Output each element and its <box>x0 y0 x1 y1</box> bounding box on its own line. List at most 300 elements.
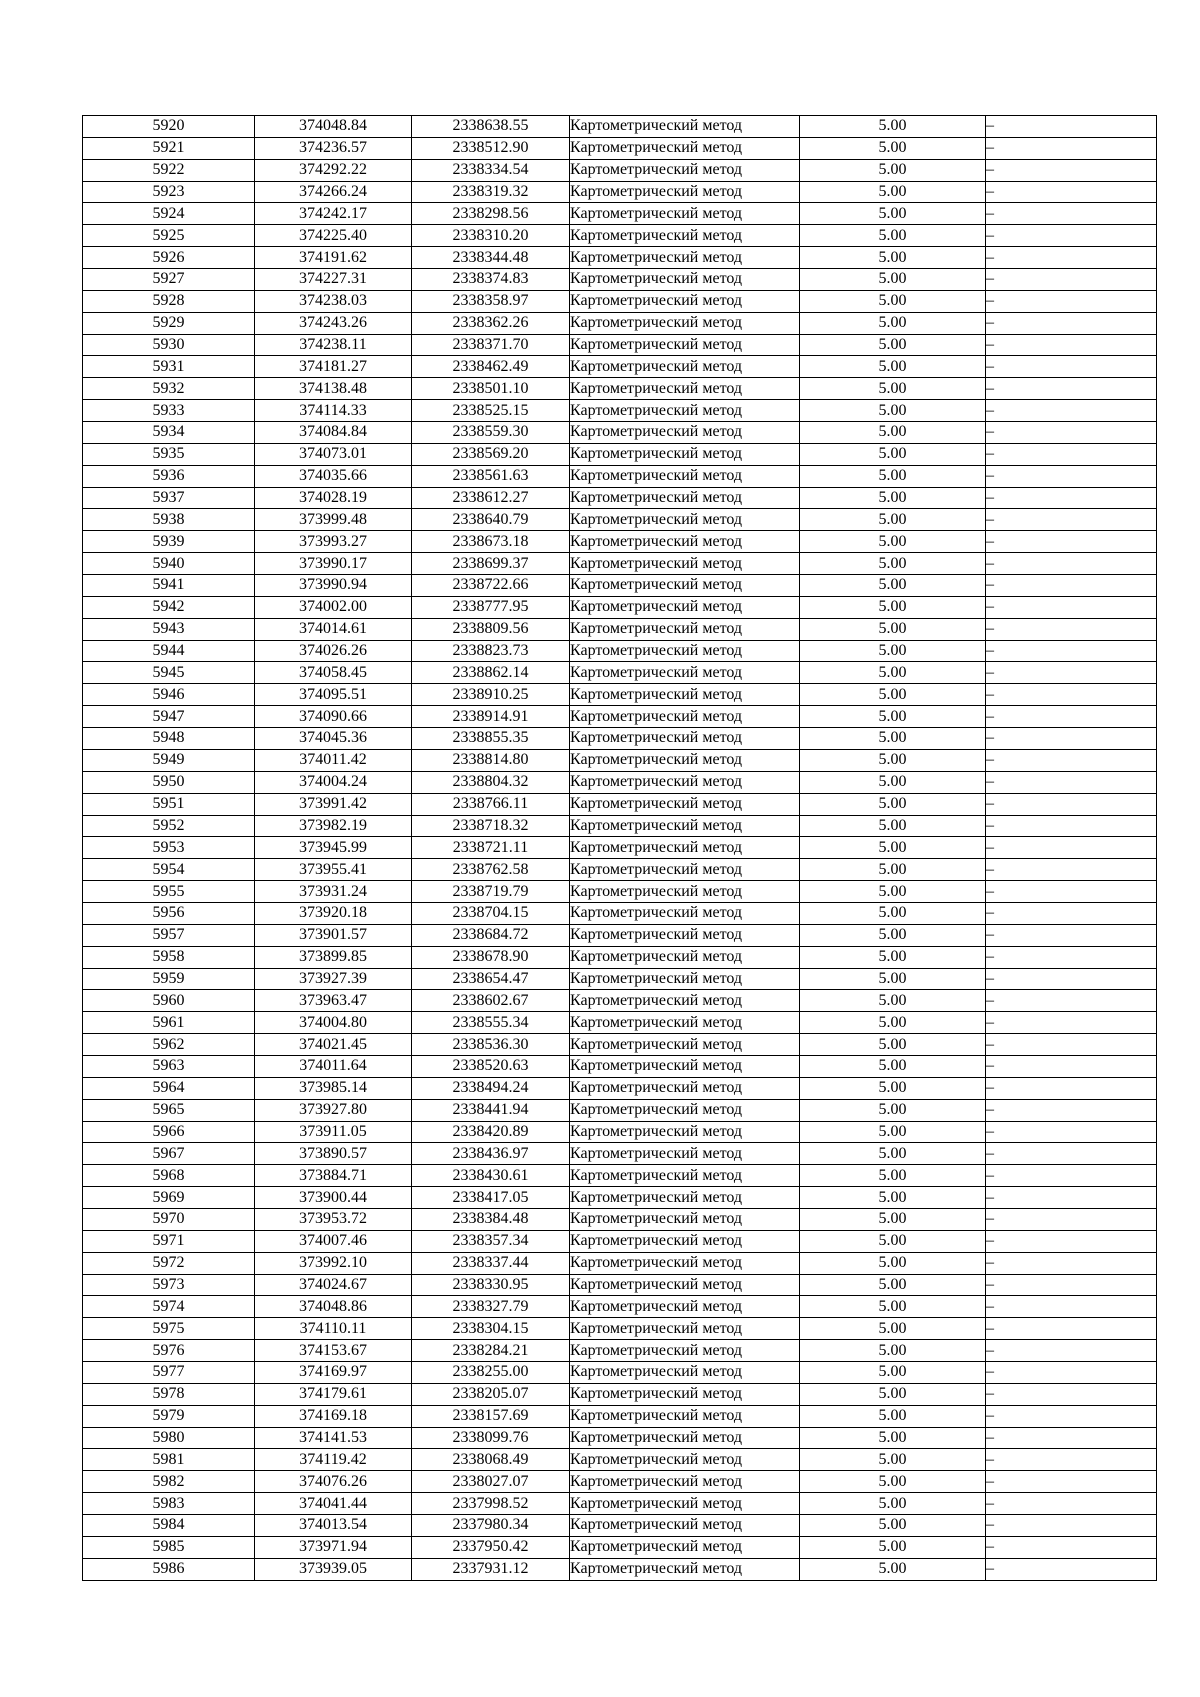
y-coordinate-cell: 2338298.56 <box>412 203 570 225</box>
x-coordinate-cell: 374004.24 <box>255 771 412 793</box>
precision-cell: 5.00 <box>800 1274 986 1296</box>
precision-cell: 5.00 <box>800 1340 986 1362</box>
y-coordinate-cell: 2338718.32 <box>412 815 570 837</box>
method-cell: Картометрический метод <box>570 1121 800 1143</box>
table-row <box>83 1252 1157 1274</box>
method-cell: Картометрический метод <box>570 881 800 903</box>
description-cell: – <box>986 728 1157 750</box>
point-number-cell: 5979 <box>83 1405 255 1427</box>
method-cell: Картометрический метод <box>570 1077 800 1099</box>
description-cell: – <box>986 378 1157 400</box>
point-number-cell: 5930 <box>83 334 255 356</box>
table-row <box>83 137 1157 159</box>
table-row <box>83 487 1157 509</box>
table-row <box>83 662 1157 684</box>
point-number-cell: 5984 <box>83 1515 255 1537</box>
precision-cell: 5.00 <box>800 793 986 815</box>
table-row <box>83 1471 1157 1493</box>
description-cell: – <box>986 203 1157 225</box>
precision-cell: 5.00 <box>800 859 986 881</box>
precision-cell: 5.00 <box>800 1405 986 1427</box>
x-coordinate-cell: 373985.14 <box>255 1077 412 1099</box>
precision-cell: 5.00 <box>800 247 986 269</box>
description-cell: – <box>986 400 1157 422</box>
description-cell: – <box>986 1252 1157 1274</box>
method-cell: Картометрический метод <box>570 531 800 553</box>
table-row <box>83 225 1157 247</box>
description-cell: – <box>986 1121 1157 1143</box>
x-coordinate-cell: 374179.61 <box>255 1383 412 1405</box>
x-coordinate-cell: 374236.57 <box>255 137 412 159</box>
x-coordinate-cell: 374242.17 <box>255 203 412 225</box>
method-cell: Картометрический метод <box>570 1208 800 1230</box>
method-cell: Картометрический метод <box>570 356 800 378</box>
point-number-cell: 5933 <box>83 400 255 422</box>
description-cell: – <box>986 1055 1157 1077</box>
description-cell: – <box>986 640 1157 662</box>
point-number-cell: 5949 <box>83 749 255 771</box>
method-cell: Картометрический метод <box>570 924 800 946</box>
precision-cell: 5.00 <box>800 1449 986 1471</box>
point-number-cell: 5961 <box>83 1012 255 1034</box>
description-cell: – <box>986 596 1157 618</box>
method-cell: Картометрический метод <box>570 247 800 269</box>
precision-cell: 5.00 <box>800 771 986 793</box>
y-coordinate-cell: 2338462.49 <box>412 356 570 378</box>
y-coordinate-cell: 2337980.34 <box>412 1515 570 1537</box>
point-number-cell: 5929 <box>83 312 255 334</box>
y-coordinate-cell: 2337931.12 <box>412 1558 570 1580</box>
method-cell: Картометрический метод <box>570 1230 800 1252</box>
table-row <box>83 1558 1157 1580</box>
table-row <box>83 1143 1157 1165</box>
method-cell: Картометрический метод <box>570 640 800 662</box>
method-cell: Картометрический метод <box>570 290 800 312</box>
y-coordinate-cell: 2338684.72 <box>412 924 570 946</box>
x-coordinate-cell: 374026.26 <box>255 640 412 662</box>
point-number-cell: 5985 <box>83 1536 255 1558</box>
y-coordinate-cell: 2338777.95 <box>412 596 570 618</box>
table-row <box>83 312 1157 334</box>
table-row <box>83 1077 1157 1099</box>
description-cell: – <box>986 815 1157 837</box>
precision-cell: 5.00 <box>800 1471 986 1493</box>
x-coordinate-cell: 373900.44 <box>255 1187 412 1209</box>
method-cell: Картометрический метод <box>570 815 800 837</box>
table-row <box>83 531 1157 553</box>
precision-cell: 5.00 <box>800 1208 986 1230</box>
method-cell: Картометрический метод <box>570 443 800 465</box>
point-number-cell: 5971 <box>83 1230 255 1252</box>
x-coordinate-cell: 374014.61 <box>255 618 412 640</box>
description-cell: – <box>986 1383 1157 1405</box>
point-number-cell: 5970 <box>83 1208 255 1230</box>
table-row <box>83 1405 1157 1427</box>
precision-cell: 5.00 <box>800 1230 986 1252</box>
x-coordinate-cell: 374238.03 <box>255 290 412 312</box>
x-coordinate-cell: 373920.18 <box>255 902 412 924</box>
x-coordinate-cell: 374266.24 <box>255 181 412 203</box>
x-coordinate-cell: 374181.27 <box>255 356 412 378</box>
method-cell: Картометрический метод <box>570 312 800 334</box>
precision-cell: 5.00 <box>800 509 986 531</box>
y-coordinate-cell: 2338501.10 <box>412 378 570 400</box>
method-cell: Картометрический метод <box>570 1383 800 1405</box>
x-coordinate-cell: 374045.36 <box>255 728 412 750</box>
y-coordinate-cell: 2338654.47 <box>412 968 570 990</box>
y-coordinate-cell: 2338569.20 <box>412 443 570 465</box>
y-coordinate-cell: 2338673.18 <box>412 531 570 553</box>
precision-cell: 5.00 <box>800 815 986 837</box>
x-coordinate-cell: 374225.40 <box>255 225 412 247</box>
point-number-cell: 5948 <box>83 728 255 750</box>
table-row <box>83 1427 1157 1449</box>
x-coordinate-cell: 374035.66 <box>255 465 412 487</box>
x-coordinate-cell: 374084.84 <box>255 422 412 444</box>
precision-cell: 5.00 <box>800 1121 986 1143</box>
method-cell: Картометрический метод <box>570 771 800 793</box>
point-number-cell: 5945 <box>83 662 255 684</box>
method-cell: Картометрический метод <box>570 1143 800 1165</box>
description-cell: – <box>986 1143 1157 1165</box>
y-coordinate-cell: 2338310.20 <box>412 225 570 247</box>
table-row <box>83 400 1157 422</box>
precision-cell: 5.00 <box>800 422 986 444</box>
y-coordinate-cell: 2338910.25 <box>412 684 570 706</box>
y-coordinate-cell: 2338561.63 <box>412 465 570 487</box>
x-coordinate-cell: 373991.42 <box>255 793 412 815</box>
description-cell: – <box>986 443 1157 465</box>
description-cell: – <box>986 356 1157 378</box>
method-cell: Картометрический метод <box>570 159 800 181</box>
precision-cell: 5.00 <box>800 181 986 203</box>
table-row <box>83 837 1157 859</box>
x-coordinate-cell: 373899.85 <box>255 946 412 968</box>
x-coordinate-cell: 373990.17 <box>255 553 412 575</box>
description-cell: – <box>986 837 1157 859</box>
y-coordinate-cell: 2338374.83 <box>412 269 570 291</box>
description-cell: – <box>986 1318 1157 1340</box>
description-cell: – <box>986 465 1157 487</box>
precision-cell: 5.00 <box>800 1252 986 1274</box>
y-coordinate-cell: 2338804.32 <box>412 771 570 793</box>
x-coordinate-cell: 373982.19 <box>255 815 412 837</box>
y-coordinate-cell: 2338344.48 <box>412 247 570 269</box>
table-row <box>83 1383 1157 1405</box>
description-cell: – <box>986 159 1157 181</box>
point-number-cell: 5957 <box>83 924 255 946</box>
method-cell: Картометрический метод <box>570 1471 800 1493</box>
x-coordinate-cell: 374021.45 <box>255 1034 412 1056</box>
precision-cell: 5.00 <box>800 553 986 575</box>
table-row <box>83 902 1157 924</box>
precision-cell: 5.00 <box>800 1143 986 1165</box>
x-coordinate-cell: 373999.48 <box>255 509 412 531</box>
description-cell: – <box>986 924 1157 946</box>
method-cell: Картометрический метод <box>570 749 800 771</box>
table-row <box>83 640 1157 662</box>
x-coordinate-cell: 373993.27 <box>255 531 412 553</box>
description-cell: – <box>986 771 1157 793</box>
y-coordinate-cell: 2338862.14 <box>412 662 570 684</box>
point-number-cell: 5980 <box>83 1427 255 1449</box>
precision-cell: 5.00 <box>800 706 986 728</box>
description-cell: – <box>986 575 1157 597</box>
x-coordinate-cell: 373971.94 <box>255 1536 412 1558</box>
method-cell: Картометрический метод <box>570 728 800 750</box>
precision-cell: 5.00 <box>800 531 986 553</box>
y-coordinate-cell: 2338417.05 <box>412 1187 570 1209</box>
y-coordinate-cell: 2338420.89 <box>412 1121 570 1143</box>
description-cell: – <box>986 1361 1157 1383</box>
x-coordinate-cell: 374048.86 <box>255 1296 412 1318</box>
table-row <box>83 1055 1157 1077</box>
description-cell: – <box>986 1493 1157 1515</box>
x-coordinate-cell: 374238.11 <box>255 334 412 356</box>
point-number-cell: 5938 <box>83 509 255 531</box>
method-cell: Картометрический метод <box>570 859 800 881</box>
point-number-cell: 5963 <box>83 1055 255 1077</box>
point-number-cell: 5946 <box>83 684 255 706</box>
point-number-cell: 5958 <box>83 946 255 968</box>
y-coordinate-cell: 2338494.24 <box>412 1077 570 1099</box>
y-coordinate-cell: 2338914.91 <box>412 706 570 728</box>
y-coordinate-cell: 2338068.49 <box>412 1449 570 1471</box>
point-number-cell: 5976 <box>83 1340 255 1362</box>
method-cell: Картометрический метод <box>570 1536 800 1558</box>
table-row <box>83 881 1157 903</box>
point-number-cell: 5962 <box>83 1034 255 1056</box>
y-coordinate-cell: 2338099.76 <box>412 1427 570 1449</box>
table-row <box>83 422 1157 444</box>
precision-cell: 5.00 <box>800 203 986 225</box>
table-row <box>83 793 1157 815</box>
method-cell: Картометрический метод <box>570 662 800 684</box>
method-cell: Картометрический метод <box>570 1318 800 1340</box>
point-number-cell: 5968 <box>83 1165 255 1187</box>
precision-cell: 5.00 <box>800 290 986 312</box>
x-coordinate-cell: 373931.24 <box>255 881 412 903</box>
table-row <box>83 1515 1157 1537</box>
description-cell: – <box>986 793 1157 815</box>
method-cell: Картометрический метод <box>570 487 800 509</box>
x-coordinate-cell: 374095.51 <box>255 684 412 706</box>
description-cell: – <box>986 181 1157 203</box>
x-coordinate-cell: 373884.71 <box>255 1165 412 1187</box>
x-coordinate-cell: 374138.48 <box>255 378 412 400</box>
precision-cell: 5.00 <box>800 728 986 750</box>
method-cell: Картометрический метод <box>570 334 800 356</box>
precision-cell: 5.00 <box>800 1493 986 1515</box>
x-coordinate-cell: 373927.80 <box>255 1099 412 1121</box>
y-coordinate-cell: 2338255.00 <box>412 1361 570 1383</box>
precision-cell: 5.00 <box>800 334 986 356</box>
point-number-cell: 5921 <box>83 137 255 159</box>
y-coordinate-cell: 2338362.26 <box>412 312 570 334</box>
table-row <box>83 1012 1157 1034</box>
method-cell: Картометрический метод <box>570 1405 800 1427</box>
method-cell: Картометрический метод <box>570 1515 800 1537</box>
precision-cell: 5.00 <box>800 465 986 487</box>
precision-cell: 5.00 <box>800 968 986 990</box>
x-coordinate-cell: 374169.97 <box>255 1361 412 1383</box>
method-cell: Картометрический метод <box>570 137 800 159</box>
precision-cell: 5.00 <box>800 225 986 247</box>
y-coordinate-cell: 2338157.69 <box>412 1405 570 1427</box>
point-number-cell: 5955 <box>83 881 255 903</box>
precision-cell: 5.00 <box>800 1187 986 1209</box>
y-coordinate-cell: 2338512.90 <box>412 137 570 159</box>
point-number-cell: 5947 <box>83 706 255 728</box>
point-number-cell: 5954 <box>83 859 255 881</box>
point-number-cell: 5965 <box>83 1099 255 1121</box>
method-cell: Картометрический метод <box>570 509 800 531</box>
precision-cell: 5.00 <box>800 1383 986 1405</box>
point-number-cell: 5953 <box>83 837 255 859</box>
x-coordinate-cell: 374011.42 <box>255 749 412 771</box>
precision-cell: 5.00 <box>800 924 986 946</box>
method-cell: Картометрический метод <box>570 575 800 597</box>
y-coordinate-cell: 2338205.07 <box>412 1383 570 1405</box>
point-number-cell: 5932 <box>83 378 255 400</box>
y-coordinate-cell: 2338678.90 <box>412 946 570 968</box>
table-row <box>83 684 1157 706</box>
y-coordinate-cell: 2338334.54 <box>412 159 570 181</box>
x-coordinate-cell: 374013.54 <box>255 1515 412 1537</box>
table-row <box>83 356 1157 378</box>
description-cell: – <box>986 1296 1157 1318</box>
method-cell: Картометрический метод <box>570 1055 800 1077</box>
table-row <box>83 269 1157 291</box>
table-row <box>83 159 1157 181</box>
x-coordinate-cell: 373911.05 <box>255 1121 412 1143</box>
description-cell: – <box>986 1012 1157 1034</box>
description-cell: – <box>986 1471 1157 1493</box>
precision-cell: 5.00 <box>800 837 986 859</box>
y-coordinate-cell: 2338284.21 <box>412 1340 570 1362</box>
precision-cell: 5.00 <box>800 378 986 400</box>
precision-cell: 5.00 <box>800 1361 986 1383</box>
precision-cell: 5.00 <box>800 1099 986 1121</box>
description-cell: – <box>986 1449 1157 1471</box>
y-coordinate-cell: 2338855.35 <box>412 728 570 750</box>
x-coordinate-cell: 373939.05 <box>255 1558 412 1580</box>
point-number-cell: 5956 <box>83 902 255 924</box>
precision-cell: 5.00 <box>800 881 986 903</box>
y-coordinate-cell: 2338766.11 <box>412 793 570 815</box>
method-cell: Картометрический метод <box>570 596 800 618</box>
method-cell: Картометрический метод <box>570 618 800 640</box>
point-number-cell: 5923 <box>83 181 255 203</box>
table-row <box>83 924 1157 946</box>
point-number-cell: 5935 <box>83 443 255 465</box>
y-coordinate-cell: 2338555.34 <box>412 1012 570 1034</box>
description-cell: – <box>986 247 1157 269</box>
description-cell: – <box>986 1077 1157 1099</box>
y-coordinate-cell: 2338638.55 <box>412 116 570 138</box>
table-row <box>83 749 1157 771</box>
description-cell: – <box>986 1558 1157 1580</box>
x-coordinate-cell: 374028.19 <box>255 487 412 509</box>
point-number-cell: 5944 <box>83 640 255 662</box>
description-cell: – <box>986 487 1157 509</box>
y-coordinate-cell: 2338371.70 <box>412 334 570 356</box>
description-cell: – <box>986 1340 1157 1362</box>
x-coordinate-cell: 374041.44 <box>255 1493 412 1515</box>
table-row <box>83 1099 1157 1121</box>
y-coordinate-cell: 2338330.95 <box>412 1274 570 1296</box>
method-cell: Картометрический метод <box>570 793 800 815</box>
method-cell: Картометрический метод <box>570 225 800 247</box>
x-coordinate-cell: 374002.00 <box>255 596 412 618</box>
table-row <box>83 1274 1157 1296</box>
y-coordinate-cell: 2338536.30 <box>412 1034 570 1056</box>
table-row <box>83 334 1157 356</box>
point-number-cell: 5952 <box>83 815 255 837</box>
precision-cell: 5.00 <box>800 749 986 771</box>
point-number-cell: 5967 <box>83 1143 255 1165</box>
description-cell: – <box>986 531 1157 553</box>
method-cell: Картометрический метод <box>570 1361 800 1383</box>
description-cell: – <box>986 553 1157 575</box>
point-number-cell: 5942 <box>83 596 255 618</box>
point-number-cell: 5928 <box>83 290 255 312</box>
precision-cell: 5.00 <box>800 990 986 1012</box>
precision-cell: 5.00 <box>800 1515 986 1537</box>
point-number-cell: 5927 <box>83 269 255 291</box>
method-cell: Картометрический метод <box>570 1012 800 1034</box>
point-number-cell: 5936 <box>83 465 255 487</box>
y-coordinate-cell: 2338722.66 <box>412 575 570 597</box>
table-row <box>83 1230 1157 1252</box>
coordinates-table <box>82 115 1157 1581</box>
table-row <box>83 1493 1157 1515</box>
method-cell: Картометрический метод <box>570 946 800 968</box>
y-coordinate-cell: 2338809.56 <box>412 618 570 640</box>
point-number-cell: 5974 <box>83 1296 255 1318</box>
y-coordinate-cell: 2338430.61 <box>412 1165 570 1187</box>
precision-cell: 5.00 <box>800 1536 986 1558</box>
y-coordinate-cell: 2338823.73 <box>412 640 570 662</box>
x-coordinate-cell: 374141.53 <box>255 1427 412 1449</box>
table-row <box>83 1121 1157 1143</box>
description-cell: – <box>986 116 1157 138</box>
point-number-cell: 5943 <box>83 618 255 640</box>
table-row <box>83 378 1157 400</box>
precision-cell: 5.00 <box>800 1012 986 1034</box>
x-coordinate-cell: 373955.41 <box>255 859 412 881</box>
method-cell: Картометрический метод <box>570 553 800 575</box>
point-number-cell: 5981 <box>83 1449 255 1471</box>
precision-cell: 5.00 <box>800 487 986 509</box>
method-cell: Картометрический метод <box>570 203 800 225</box>
precision-cell: 5.00 <box>800 137 986 159</box>
table-row <box>83 1165 1157 1187</box>
method-cell: Картометрический метод <box>570 1493 800 1515</box>
description-cell: – <box>986 225 1157 247</box>
point-number-cell: 5964 <box>83 1077 255 1099</box>
method-cell: Картометрический метод <box>570 378 800 400</box>
point-number-cell: 5972 <box>83 1252 255 1274</box>
precision-cell: 5.00 <box>800 356 986 378</box>
table-row <box>83 1187 1157 1209</box>
method-cell: Картометрический метод <box>570 1252 800 1274</box>
point-number-cell: 5975 <box>83 1318 255 1340</box>
x-coordinate-cell: 374090.66 <box>255 706 412 728</box>
precision-cell: 5.00 <box>800 1558 986 1580</box>
method-cell: Картометрический метод <box>570 269 800 291</box>
x-coordinate-cell: 373992.10 <box>255 1252 412 1274</box>
